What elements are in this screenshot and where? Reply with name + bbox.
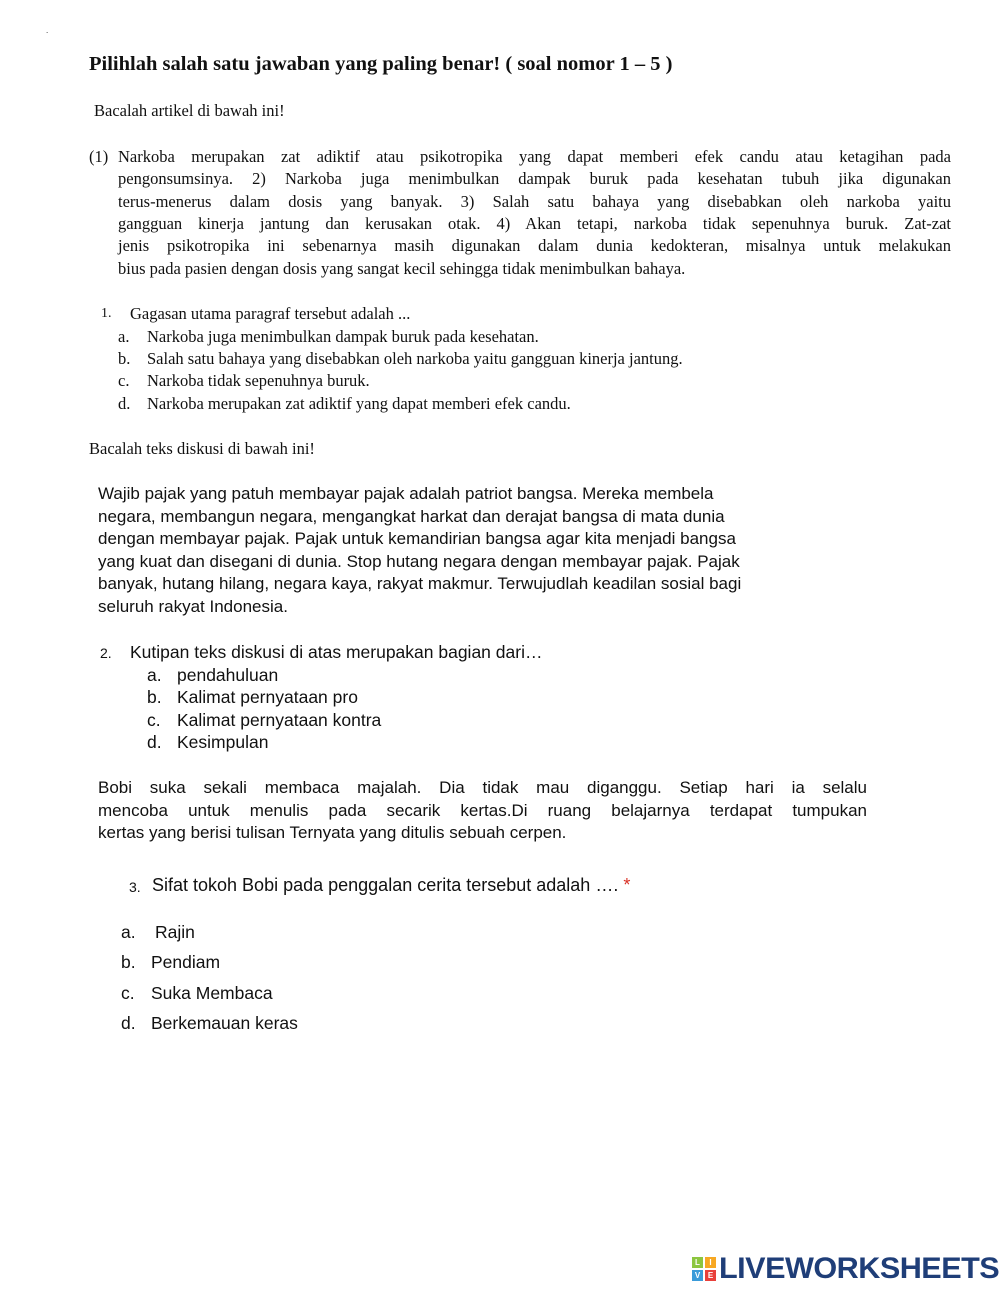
option-letter: c.: [147, 710, 161, 730]
option-letter: b.: [147, 687, 162, 707]
option-letter: a.: [118, 327, 130, 346]
paragraph-line: gangguan kinerja jantung dan kerusakan otak. 4) Akan tetapi, narkoba tidak sepenuhnya buruk. Zat-zat: [118, 213, 951, 233]
liveworksheets-logo: [692, 1252, 1000, 1286]
option-letter[interactable]: c.: [121, 983, 135, 1003]
question-2-number: 2.: [100, 645, 112, 661]
question-3-label: Sifat tokoh Bobi pada penggalan cerita tersebut adalah ….: [152, 875, 624, 895]
paragraph-line: pengonsumsinya. 2) Narkoba juga menimbulkan dampak buruk pada kesehatan tubuh jika digunakan: [118, 169, 951, 189]
logo-tiles-icon: [692, 1257, 716, 1281]
logo-tile: L: [692, 1257, 703, 1268]
paragraph-line: kertas yang berisi tulisan Ternyata yang ditulis sebuah cerpen.: [98, 823, 567, 842]
paragraph-line: yang kuat dan disegani di dunia. Stop hutang negara dengan membayar pajak. Pajak: [98, 551, 740, 571]
option-letter: d.: [118, 394, 131, 413]
paragraph-line: terus-menerus dalam dosis yang banyak. 3) Salah satu bahaya yang disebabkan oleh narkoba yaitu: [118, 191, 951, 211]
paragraph-line: Wajib pajak yang patuh membayar pajak adalah patriot bangsa. Mereka membela: [98, 484, 714, 503]
option-letter[interactable]: d.: [121, 1013, 136, 1033]
answer-option: Narkoba juga menimbulkan dampak buruk pada kesehatan.: [147, 327, 539, 346]
option-letter[interactable]: b.: [121, 952, 136, 972]
question-1-number: 1.: [101, 306, 112, 321]
answer-option[interactable]: Pendiam: [151, 952, 221, 972]
paragraph-line: banyak, hutang hilang, negara kaya, rakyat makmur. Terwujudlah keadilan sosial bagi: [98, 574, 742, 594]
paragraph-number: (1): [89, 147, 109, 166]
answer-option: pendahuluan: [177, 665, 279, 685]
stray-dot: .: [46, 26, 49, 35]
page-title: Pilihlah salah satu jawaban yang paling benar! ( soal nomor 1 – 5 ): [89, 53, 673, 75]
answer-option: Narkoba tidak sepenuhnya buruk.: [147, 371, 370, 390]
answer-option[interactable]: Rajin: [155, 922, 195, 942]
paragraph-line: Narkoba merupakan zat adiktif atau psikotropika yang dapat memberi efek candu atau ketagihan pada: [118, 147, 951, 166]
instruction-article: Bacalah artikel di bawah ini!: [94, 101, 285, 120]
answer-option: Kalimat pernyataan kontra: [177, 710, 382, 730]
paragraph-line: dengan membayar pajak. Pajak untuk kemandirian bangsa agar kita menjadi bangsa: [98, 529, 736, 549]
paragraph-line: bius pada pasien dengan dosis yang sangat kecil sehingga tidak menimbulkan bahaya.: [118, 258, 686, 278]
instruction-discussion: Bacalah teks diskusi di bawah ini!: [89, 439, 315, 458]
answer-option[interactable]: Suka Membaca: [151, 983, 273, 1003]
question-2-text: Kutipan teks diskusi di atas merupakan bagian dari…: [130, 642, 543, 662]
logo-tile: I: [705, 1257, 716, 1268]
answer-option[interactable]: Berkemauan keras: [151, 1013, 298, 1033]
paragraph-line: jenis psikotropika ini sebenarnya masih digunakan dalam dunia kedokteran, misalnya untuk melakukan: [118, 236, 951, 256]
answer-option: Salah satu bahaya yang disebabkan oleh narkoba yaitu gangguan kinerja jantung.: [147, 349, 683, 368]
question-3-number: 3.: [129, 879, 141, 895]
answer-option: Kesimpulan: [177, 732, 269, 752]
question-1-text: Gagasan utama paragraf tersebut adalah ...: [130, 304, 411, 323]
option-letter: d.: [147, 732, 162, 752]
option-letter: b.: [118, 349, 131, 368]
paragraph-line: seluruh rakyat Indonesia.: [98, 597, 288, 616]
logo-text: LIVEWORKSHEETS: [719, 1252, 1000, 1285]
option-letter: c.: [118, 371, 130, 390]
question-3-text: [152, 875, 630, 896]
required-asterisk: *: [623, 875, 631, 895]
option-letter[interactable]: a.: [121, 922, 136, 942]
paragraph-line: mencoba untuk menulis pada secarik kertas.Di ruang belajarnya terdapat tumpukan: [98, 800, 867, 820]
paragraph-line: negara, membangun negara, mengangkat harkat dan derajat bangsa di mata dunia: [98, 506, 725, 526]
logo-tile: E: [705, 1270, 716, 1281]
logo-tile: V: [692, 1270, 703, 1281]
answer-option: Narkoba merupakan zat adiktif yang dapat memberi efek candu.: [147, 394, 571, 413]
option-letter: a.: [147, 665, 162, 685]
paragraph-line: Bobi suka sekali membaca majalah. Dia tidak mau diganggu. Setiap hari ia selalu: [98, 778, 867, 797]
answer-option: Kalimat pernyataan pro: [177, 687, 358, 707]
